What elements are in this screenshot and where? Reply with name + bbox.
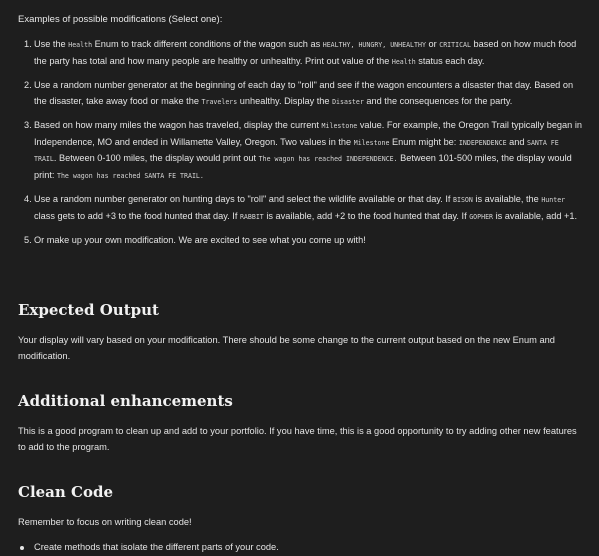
text-run: and the consequences for the party.: [363, 95, 513, 106]
additional-enhancements-heading: Additional enhancements: [18, 392, 233, 410]
text-run: status each day.: [415, 55, 485, 66]
inline-code: Hunter: [541, 196, 566, 204]
inline-code: Disaster: [332, 97, 364, 106]
text-run: Enum to track different conditions of the wagon such as: [92, 39, 323, 49]
list-item: [24, 78, 584, 110]
text-run: based on how much food the party has total and how many people are healthy or unhealthy. Print out value of the: [34, 39, 577, 66]
additional-enhancements-text: This is a good program to clean up and add to your portfolio. If you have time, this is a good opportunity to try adding other new features to add to the program.: [18, 426, 577, 452]
expected-output-section: [18, 300, 584, 364]
clean-code-heading: Clean Code: [18, 483, 114, 501]
inline-code: Milestone: [353, 138, 390, 147]
list-number: 4.: [24, 194, 32, 204]
list-number: 1.: [24, 39, 32, 49]
list-number: 5.: [24, 235, 32, 245]
list-item: [24, 118, 584, 184]
list-number: 2.: [24, 80, 32, 90]
text-run: . Between 0-100 miles, the display would print out: [53, 153, 259, 163]
inline-code: INDEPENDENCE: [458, 138, 507, 147]
text-run: is available, add +1.: [493, 210, 578, 221]
inline-code: SANTA FE TRAIL: [34, 138, 559, 163]
expected-output-heading: Expected Output: [18, 301, 159, 319]
intro-text: Examples of possible modifications (Select one):: [18, 14, 223, 25]
inline-code: GOPHER: [469, 212, 494, 221]
text-run: class gets to add +3 to the food hunted that day. If: [34, 210, 240, 221]
list-item: [24, 37, 584, 70]
inline-code: Health: [68, 41, 93, 49]
list-item: [24, 192, 584, 225]
text-run: Use a random number generator at the beginning of each day to "roll" and see if the wagon encounters a disaster that day. Based on the disaster, take away food or make the: [34, 80, 574, 106]
inline-code: BISON: [453, 196, 473, 204]
inline-code: Health: [391, 57, 416, 66]
text-run: Use the: [34, 39, 69, 49]
inline-code: HEALTHY, HUNGRY, UNHEALTHY: [322, 41, 426, 49]
clean-code-list: [18, 540, 584, 555]
modifications-list: [18, 37, 584, 249]
list-item: [18, 540, 584, 555]
text-run: is available, the: [472, 194, 542, 204]
text-run: Between 101-500 miles, the display would print:: [34, 153, 572, 180]
list-item: [24, 233, 584, 249]
inline-code: CRITICAL: [439, 41, 471, 49]
expected-output-text: Your display will vary based on your modification. There should be some change to the current output based on the new Enum and modification.: [18, 335, 555, 361]
text-run: value. For example, the Oregon Trail typically began in Independence, MO and ended in Willamette Valley, Oregon. Two values in the: [34, 120, 582, 147]
additional-enhancements-section: [18, 391, 584, 455]
text-run: Or make up your own modification. We are excited to see what you come up with!: [34, 235, 366, 245]
text-run: unhealthy. Display the: [237, 95, 333, 106]
clean-code-text: Remember to focus on writing clean code!: [18, 517, 192, 527]
inline-code: The wagon has reached SANTA FE TRAIL.: [56, 171, 204, 180]
modifications-section: [18, 8, 584, 257]
clean-code-bullet-text: Create methods that isolate the different parts of your code.: [34, 541, 279, 552]
inline-code: The wagon has reached INDEPENDENCE.: [258, 155, 398, 163]
text-run: Use a random number generator on hunting days to "roll" and select the wildlife available or that day. If: [34, 194, 454, 204]
bullet-icon: [20, 546, 24, 550]
inline-code: RABBIT: [239, 212, 264, 221]
text-run: and: [506, 136, 527, 147]
list-number: 3.: [24, 120, 32, 130]
text-run: Based on how many miles the wagon has traveled, display the current: [34, 120, 322, 130]
text-run: Enum might be:: [389, 136, 459, 147]
clean-code-section: [18, 482, 584, 555]
text-run: or: [425, 39, 440, 49]
text-run: is available, add +2 to the food hunted that day. If: [263, 210, 470, 221]
inline-code: Milestone: [321, 122, 358, 130]
inline-code: Travelers: [201, 97, 238, 106]
